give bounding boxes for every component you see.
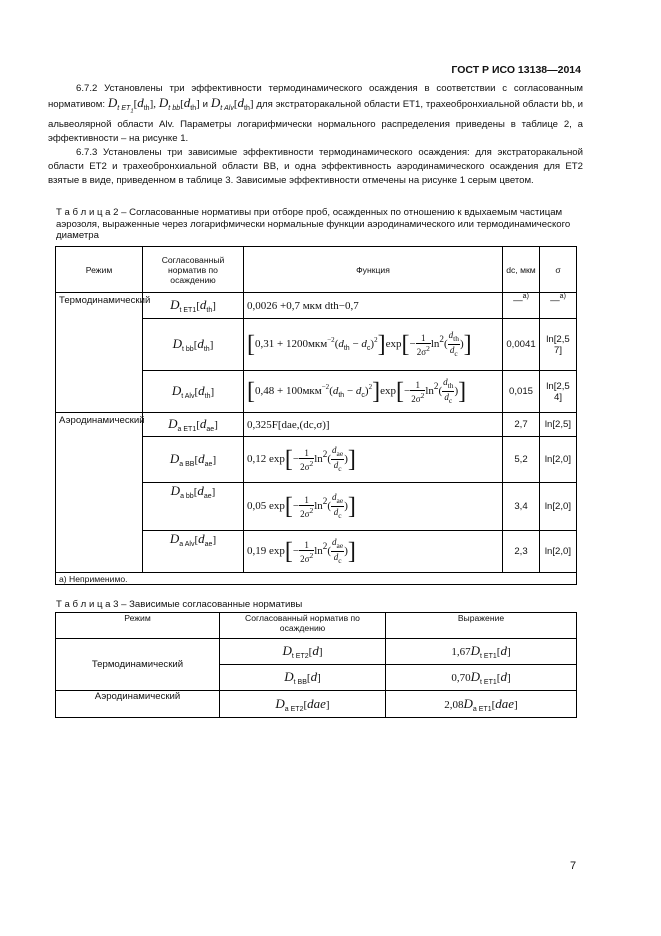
t2-norm-1: $D_{t ET1}[d_{th}]$: [143, 293, 244, 319]
document-header: ГОСТ Р ИСО 13138—2014: [451, 64, 581, 76]
t2-footnote: a) Неприменимо.: [56, 573, 577, 585]
t2-func-7: 0,19 exp[− $\frac{1}{2\sigma^2}$ $\ln^2$( $\frac{d_{ae}}{d_c}$ )]: [244, 531, 503, 573]
t2-norm-2: $D_{t bb}[d_{th}]$: [143, 319, 244, 371]
formula-dt-et1: $D_{t ET_1}$: [107, 95, 134, 115]
t3-mode-aero: Аэродинамический: [56, 691, 220, 718]
t3-expr-3: $2,08D_{a ET1}[dae]$: [386, 691, 577, 718]
t3-norm-3: $D_{a ET2}[dae]$: [220, 691, 386, 718]
t2-norm-7: $D_{a Alv}[d_{ae}]$: [143, 531, 244, 573]
t2-sigma-3: ln[2,54]: [540, 371, 577, 413]
t2-header-func: Функция: [244, 247, 503, 293]
t2-sigma-1: —$^{a)}$: [540, 293, 577, 319]
t2-header-mode: Режим: [56, 247, 143, 293]
t2-dc-5: 5,2: [503, 437, 540, 483]
t2-sigma-6: ln[2,0]: [540, 483, 577, 531]
t3-mode-thermo: Термодинамический: [56, 639, 220, 691]
t3-header-expr: Выражение: [386, 613, 577, 639]
t2-dc-7: 2,3: [503, 531, 540, 573]
t2-mode-thermo: Термодинамический: [56, 293, 143, 413]
t2-dc-4: 2,7: [503, 413, 540, 437]
t2-func-6: 0,05 exp[− $\frac{1}{2\sigma^2}$ $\ln^2$( $\frac{d_{ae}}{d_c}$ )]: [244, 483, 503, 531]
t2-func-5: 0,12 exp[− $\frac{1}{2\sigma^2}$ $\ln^2$( $\frac{d_{ae}}{d_c}$ )]: [244, 437, 503, 483]
paragraph-6-7-2-lead: 6.7.2 Установлены три эффективности термодинамического осаждения в соответствии с согласованным нормативом:: [48, 83, 583, 110]
paragraph-6-7-2: 6.7.2 Установлены три эффективности термодинамического осаждения в соответствии с согласованным нормативом: $D_{t ET_1}[d_{th}]$, $D_{t bb}[d_{th}]$ и $D_{t Alv}[d_{th}]$ для экстраторакальной области ET1, трахеобронхиальной области bb, и альвеолярной области Alv. Параметры логарифмически нормального распределения приведены в таблице 2, а эффективности – на рисунке 1.: [48, 83, 583, 145]
table2-caption: Т а б л и ц а 2 – Согласованные нормативы при отборе проб, осажденных по отношению к вдыхаемым частицам аэрозоля, выраженные через логарифмически нормальные функции аэродинамического или термодинамического диаметра: [56, 207, 571, 241]
t2-mode-empty-1: [56, 483, 143, 531]
t2-sigma-5: ln[2,0]: [540, 437, 577, 483]
t2-norm-6: $D_{a bb}[d_{ae}]$: [143, 483, 244, 531]
t2-header-norm: Согласованный норматив по осаждению: [143, 247, 244, 293]
t3-expr-2: $0,70D_{t ET1}[d]$: [386, 665, 577, 691]
table2: [55, 246, 577, 585]
t3-expr-1: $1,67D_{t ET1}[d]$: [386, 639, 577, 665]
t2-norm-3: $D_{t Alv}[d_{th}]$: [143, 371, 244, 413]
t2-mode-empty-2: [56, 531, 143, 573]
t2-dc-3: 0,015: [503, 371, 540, 413]
t2-norm-5: $D_{a BB}[d_{ae}]$: [143, 437, 244, 483]
t2-header-sigma: σ: [540, 247, 577, 293]
paragraph-6-7-2-tail: для экстраторакальной области ET1, трахеобронхиальной области bb, и альвеолярной области Alv. Параметры логарифмически нормального распределения приведены в таблице 2, а эффективности – на рисунке 1.: [48, 99, 583, 145]
t2-sigma-7: ln[2,0]: [540, 531, 577, 573]
page-number: 7: [570, 860, 577, 872]
t2-dc-2: 0,0041: [503, 319, 540, 371]
t2-func-1: 0,0026 +0,7 мкм dth−0,7: [244, 293, 503, 319]
t2-dc-6: 3,4: [503, 483, 540, 531]
table3: [55, 612, 577, 718]
table3-caption: Т а б л и ц а 3 – Зависимые согласованные нормативы: [56, 599, 303, 610]
t2-sigma-2: ln[2,57]: [540, 319, 577, 371]
t2-func-3: $[0,48 + 100мкм^{-2}(d_{th} - d_c)^2]\exp[-$ $\frac{1}{2\sigma^2}$ $\ln^2$( $\frac{d_{th}}{d_c}$ )]: [244, 371, 503, 413]
t2-func-2: $[0,31 + 1200мкм^{-2}(d_{th} - d_c)^2]\exp[-$ $\frac{1}{2\sigma^2}$ $\ln^2$( $\frac{d_{th}}{d_c}$ )]: [244, 319, 503, 371]
t3-header-norm: Согласованный норматив по осаждению: [220, 613, 386, 639]
t3-norm-2: $D_{t BB}[d]$: [220, 665, 386, 691]
t2-norm-4: $D_{a ET1}[d_{ae}]$: [143, 413, 244, 437]
t2-sigma-4: ln[2,5]: [540, 413, 577, 437]
t3-header-mode: Режим: [56, 613, 220, 639]
t2-func-4: 0,325F[dae,(dc,σ)]: [244, 413, 503, 437]
t2-dc-1: —$^{a)}$: [503, 293, 540, 319]
formula-dt-bb: $D_{t bb}$: [158, 95, 181, 112]
paragraph-6-7-3: 6.7.3 Установлены три зависимые эффективности термодинамического осаждения: для экстраторакальной области ET2 и трахеобронхиальной области BB, и одна эффективность аэродинамического осаждения для ET2 взятые в виде, приведенном в таблице 3. Зависимые эффективности отмечены на рисунке 1 серым цветом.: [48, 147, 583, 186]
t2-header-dc: dc, мкм: [503, 247, 540, 293]
t2-mode-aero: Аэродинамический: [56, 413, 143, 483]
and-word: и: [202, 99, 209, 110]
t3-norm-1: $D_{t ET2}[d]$: [220, 639, 386, 665]
formula-dt-alv: $D_{t Alv}$: [210, 95, 234, 112]
